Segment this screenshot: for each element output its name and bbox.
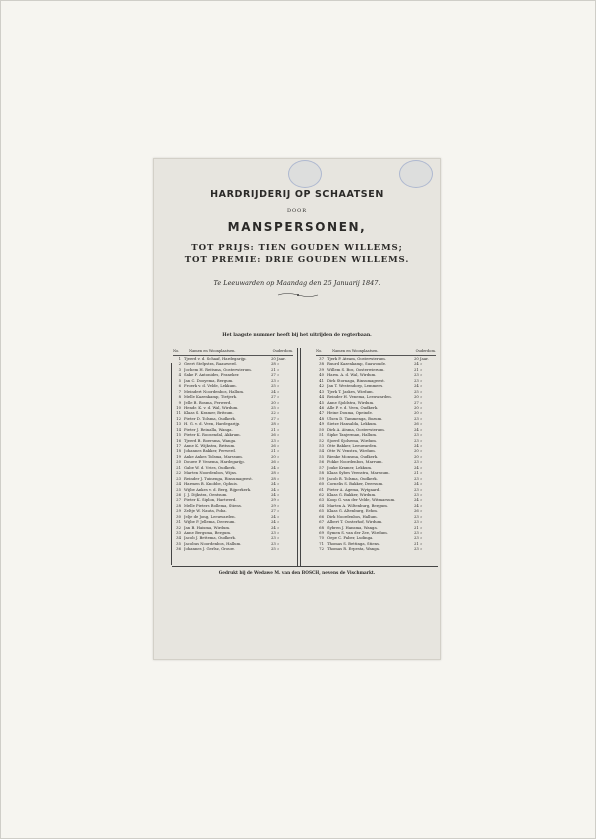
entrant-number: 36	[176, 546, 181, 552]
entrant-name: Johannes Bakker, Ferwerd.	[184, 448, 236, 454]
entrant-number: 2	[178, 361, 181, 367]
entrant-age: 23 »	[271, 530, 280, 535]
entrant-number: 21	[176, 464, 181, 470]
entrant-name: Cornelis S. Bakker, Deersum.	[327, 481, 384, 487]
entrant-age: 24 »	[271, 513, 280, 519]
entrant-name: Jochem H. Reitsma, Oosterwierum.	[184, 366, 252, 372]
entrant-age: 24 »	[271, 464, 280, 470]
entrant-column-right	[316, 348, 436, 552]
header-no: No.	[316, 349, 323, 353]
entrant-number: 5	[178, 377, 181, 383]
entrant-age: 27 »	[271, 372, 280, 378]
entrant-name: Meindert Noordenbos, Hallum.	[184, 388, 245, 394]
entrant-number: 71	[319, 540, 324, 546]
entrant-number: 42	[319, 383, 324, 389]
entrant-number: 7	[178, 388, 181, 394]
entrant-number: 25	[176, 486, 181, 492]
table-rule	[171, 363, 172, 565]
entrant-age: 20 »	[414, 410, 423, 416]
entrant-number: 56	[319, 459, 324, 465]
entrant-number: 35	[176, 540, 181, 546]
entrant-number: 23	[176, 475, 181, 481]
entrant-number: 39	[319, 366, 324, 372]
entrant-column-left	[173, 348, 293, 552]
entrant-age: 23 »	[414, 377, 423, 383]
entrant-age: 24 »	[414, 464, 423, 470]
entrant-number: 16	[176, 437, 181, 443]
entrant-number: 11	[176, 410, 181, 416]
entrant-number: 15	[176, 432, 181, 438]
entrant-name: Anne Sjoldstra, Wirdum.	[327, 399, 375, 405]
entrant-age: 23 »	[414, 535, 423, 541]
poster-prize: TOT PRIJS: TIEN GOUDEN WILLEMS;	[191, 243, 403, 253]
entrant-age: 28 »	[271, 470, 280, 476]
entrant-number: 24	[176, 481, 181, 487]
entrant-number: 30	[176, 513, 181, 519]
entrant-number: 40	[319, 372, 324, 378]
entrant-name: Gabe W. d. Vries, Oudkerk.	[184, 464, 236, 470]
entrant-number: 18	[176, 448, 181, 454]
entrant-age: 25 »	[414, 388, 423, 394]
entrant-age: 20 »	[271, 399, 280, 405]
entrant-age: 24 »	[414, 443, 423, 448]
entrant-age: 23 »	[271, 377, 280, 383]
entrant-number: 31	[176, 519, 181, 525]
entrant-number: 43	[319, 388, 324, 394]
header-names: Namen en Woonplaatsen.	[332, 349, 379, 353]
entrant-age: 24 »	[414, 383, 423, 389]
library-stamp	[288, 160, 322, 188]
entrant-name: Tjerk P. Ateam, Oosterwierum.	[327, 356, 386, 361]
entrant-name: Jacob J. Bettema, Oudkerk.	[184, 535, 236, 541]
entrant-number: 69	[319, 530, 324, 535]
entrant-number: 19	[176, 453, 181, 459]
entrant-age: 24 »	[414, 426, 423, 432]
entrant-number: 48	[319, 415, 324, 421]
entrant-name: Wijbe P. Jellema, Deersum.	[184, 519, 236, 525]
entrant-age: 28 »	[271, 361, 280, 367]
entrant-age: 24 »	[414, 481, 423, 487]
header-age: Ouderdom.	[415, 349, 436, 353]
entrant-number: 72	[319, 546, 324, 552]
entrant-age: 21 »	[414, 366, 423, 372]
entrant-number: 55	[319, 453, 324, 459]
entrant-age: 20 »	[414, 448, 423, 454]
entrant-name: Anne K. Wijkstra, Britsum.	[184, 443, 236, 448]
entrant-name: Sjoerd Sjolsema, Wirdum.	[327, 437, 378, 443]
entrant-age: 22 »	[271, 410, 280, 416]
entrant-name: Albert T. Oosterhof, Wirdum.	[327, 519, 383, 525]
entrant-number: 50	[319, 426, 324, 432]
header-no: No.	[173, 349, 180, 353]
entrant-age: 21 »	[271, 366, 280, 372]
entrant-name: Geert Stelpstra, Raauwerd.	[184, 361, 237, 367]
entrant-age: 23 »	[414, 459, 423, 465]
entrant-number: 49	[319, 421, 324, 427]
entrant-number: 46	[319, 404, 324, 410]
entrant-name: Jan C. Dooyema, Bergum.	[184, 377, 234, 383]
poster-premium: TOT PREMIE: DRIE GOUDEN WILLEMS.	[184, 255, 410, 265]
column-divider	[297, 348, 298, 566]
entrant-name: Froerk v. d. Velde, Lekkum.	[184, 383, 237, 389]
entrant-number: 54	[319, 448, 324, 454]
entrant-name: Dirk Noordenbos, Hallum.	[327, 513, 378, 519]
entrant-number: 26	[176, 491, 181, 497]
entrant-name: Wijbe Ankes v. d. Berg, Rijperkerk.	[184, 486, 252, 492]
entrant-number: 12	[176, 415, 181, 421]
poster-date: Te Leeuwarden op Maandag den 25 Januarij 1847.	[213, 279, 381, 287]
entrant-name: Sybren J. Hansma, Wanga.	[327, 524, 378, 530]
entrant-name: Zeltje W. Nauta, Poba.	[184, 508, 227, 514]
entrant-number: 13	[176, 421, 181, 427]
entrant-name: Rienke Monsma, Oudkerk.	[327, 453, 379, 459]
entrant-age: 24 »	[414, 497, 423, 503]
entrant-number: 62	[319, 491, 324, 497]
poster-title: HARDRIJDERIJ OP SCHAATSEN	[210, 189, 384, 200]
entrant-name: Alle P. v. d. Veen, Oudkerk.	[327, 404, 379, 410]
entrant-number: 37	[319, 356, 324, 361]
entrant-number: 14	[176, 426, 181, 432]
entrant-age: 25 »	[271, 383, 280, 389]
entrant-name: Klaas Sybes Veenstra, Marssum.	[327, 470, 390, 476]
column-divider	[300, 348, 301, 566]
entrant-age: 25 »	[271, 546, 280, 552]
entrant-age: 24 »	[414, 361, 423, 367]
entrant-number: 45	[319, 399, 324, 405]
entrant-number: 58	[319, 470, 324, 476]
entrant-age: 23 »	[271, 535, 280, 541]
entrant-number: 52	[319, 437, 324, 443]
entrant-name: Jan B. Haisma, Wirdum.	[184, 524, 231, 530]
entrant-row	[316, 546, 436, 551]
entrant-number: 68	[319, 524, 324, 530]
entrant-age: 26 »	[414, 508, 423, 514]
entrant-name: Marten Noordenbos, Wijns.	[184, 470, 238, 476]
column-header	[316, 348, 436, 356]
entrant-name: Klaas G. Altenburg, Eehm.	[327, 508, 379, 514]
poster-sheet	[153, 158, 441, 660]
entrant-age: 23 »	[414, 546, 423, 552]
entrant-name: Jouke Kramer, Lekkum.	[327, 464, 373, 470]
entrant-number: 4	[178, 372, 181, 378]
entrant-age: 26 »	[271, 459, 280, 465]
entrant-number: 32	[176, 524, 181, 530]
entrant-name: Dirk Stornaga, Rinsumageest.	[327, 377, 386, 383]
entrant-name: Marten A. Wiltenburg, Bergum.	[327, 502, 389, 508]
entrant-age: 23 »	[414, 415, 423, 421]
entrant-name: Otte Bakker, Leeuwarden.	[327, 443, 378, 448]
entrant-number: 28	[176, 502, 181, 508]
entrant-name: Reinder H. Venema, Leeuwarden.	[327, 394, 392, 400]
entrant-age: 26 »	[414, 421, 423, 427]
entrant-name: Tjerk T. Jaskes, Wirdum.	[327, 388, 374, 394]
entrant-age: 23 »	[414, 491, 423, 497]
entrant-number: 3	[178, 366, 181, 372]
entrant-age: 23 »	[414, 519, 423, 525]
entrant-age: 20 »	[414, 453, 423, 459]
entrant-number: 65	[319, 508, 324, 514]
entrant-name: Harmen B. Knobbe, Ophuis.	[184, 481, 238, 487]
entrant-age: 20 »	[414, 404, 423, 410]
entrant-age: 20 »	[271, 453, 280, 459]
entrant-name: Tjeerd v. d. Schaaf, Hardegarijp.	[184, 356, 247, 361]
entrant-number: 6	[178, 383, 181, 389]
entrant-age: 20 Jaar.	[414, 356, 429, 361]
entrant-number: 34	[176, 535, 181, 541]
entrant-number: 44	[319, 394, 324, 400]
entrant-number: 22	[176, 470, 181, 476]
entrant-age: 23 »	[414, 432, 423, 438]
entrant-age: 23 »	[414, 530, 423, 535]
entrant-name: Klaas G. Bakker, Wirdum.	[327, 491, 377, 497]
entrant-name: Dirk A. Atsma, Oosterwierum.	[327, 426, 385, 432]
entrant-name: Johannes J. Gerlsz, Grouw.	[184, 546, 235, 552]
entrant-age: 23 »	[414, 475, 423, 481]
entrant-name: Pieter D. Tolsma, Oudkerk.	[184, 415, 236, 421]
entrant-age: 23 »	[414, 437, 423, 443]
entrant-age: 27 »	[414, 399, 423, 405]
entrant-age: 21 »	[271, 448, 280, 454]
entrant-number: 64	[319, 502, 324, 508]
header-age: Ouderdom.	[272, 349, 293, 353]
entrant-row	[173, 546, 293, 551]
entrant-number: 8	[178, 394, 181, 400]
entrant-name: Harm. A. d. Wal, Wirdum.	[327, 372, 377, 378]
entrant-number: 60	[319, 481, 324, 487]
entrant-age: 24 »	[271, 524, 280, 530]
entrant-name: Heine Douma, Opeinde.	[327, 410, 374, 416]
entrant-number: 61	[319, 486, 324, 492]
entrant-age: 21 »	[271, 426, 280, 432]
entrant-number: 66	[319, 513, 324, 519]
library-stamp	[399, 160, 433, 188]
entrant-number: 1	[178, 356, 181, 361]
entrant-name: Anke Ankes Tolsma, Marssum.	[184, 453, 243, 459]
entrant-name: Jan T. Westendorp, Lemmers.	[327, 383, 384, 389]
entrant-number: 70	[319, 535, 324, 541]
entrant-age: 24 »	[271, 481, 280, 487]
entrant-name: Sietze Hansalda, Lekkum.	[327, 421, 378, 427]
entrant-number: 29	[176, 508, 181, 514]
entrant-name: Klaas S. Kramer, Britsum.	[184, 410, 234, 416]
entrant-number: 27	[176, 497, 181, 503]
entrant-name: Sipke Tanjerman, Hallum.	[327, 432, 378, 438]
entrant-name: Koop G. van der Velde, Witmarsum.	[327, 497, 396, 503]
entrant-name: Ruurd Kazenkamp, Suawoude.	[327, 361, 387, 367]
entrant-name: Jelje de Jong, Leeuwarden.	[184, 513, 236, 519]
table-bottom-rule	[172, 566, 438, 567]
entrant-number: 59	[319, 475, 324, 481]
entrant-number: 33	[176, 530, 181, 535]
entrant-name: Melle Pieters Bollema, Stiens.	[184, 502, 242, 508]
entrant-age: 27 »	[271, 508, 280, 514]
printer-line: Gedrukt bij de Wedawe M. van den BOSCH, nevens de Vischmarkt.	[218, 570, 376, 575]
entrant-name: Douwe P. Venema, Hardegarijp.	[184, 459, 245, 465]
entrant-age: 23 »	[414, 513, 423, 519]
entrant-name: Willem S. Bos, Oosterwierum.	[327, 366, 385, 372]
entrant-number: 51	[319, 432, 324, 438]
entrant-name: J. J. Dijkstra, Oentsum.	[184, 491, 228, 497]
entrant-age: 25 »	[271, 404, 280, 410]
entrant-age: 26 »	[271, 432, 280, 438]
entrant-name: Jelle B. Bosma, Ferwerd.	[184, 399, 232, 405]
entrant-name: Pieter A. Agema, Wytgaard.	[327, 486, 381, 492]
entrant-number: 38	[319, 361, 324, 367]
race-rule-note: Het laagste nummer heeft bij het uitrijden de regterbaan.	[222, 333, 372, 338]
entrant-name: Jacobus Noordenbos, Hallum.	[184, 540, 242, 546]
entrant-name: Melle Kazenkamp, Tietjerk.	[184, 394, 238, 400]
entrant-age: 29 »	[271, 497, 280, 503]
entrant-name: Pieter J. Reinalla, Wanga.	[184, 426, 233, 432]
entrant-number: 17	[176, 443, 181, 448]
entrant-age: 24 »	[414, 502, 423, 508]
entrant-age: 20 Jaar.	[271, 356, 286, 361]
entrant-age: 28 »	[271, 421, 280, 427]
entrant-name: Sake F. Antonides, Franeker.	[184, 372, 240, 378]
entrant-name: Pieter K. Siplon, Hartwerd.	[184, 497, 237, 503]
column-header	[173, 348, 293, 356]
entrant-number: 41	[319, 377, 324, 383]
entrant-name: Hendr. K. v. d. Wal, Wirdum.	[184, 404, 239, 410]
poster-door: DOOR	[287, 208, 307, 214]
entrant-age: 20 »	[414, 394, 423, 400]
entrant-age: 23 »	[414, 372, 423, 378]
entrant-age: 23 »	[414, 486, 423, 492]
entrant-age: 29 »	[271, 502, 280, 508]
entrant-number: 53	[319, 443, 324, 448]
entrant-age: 23 »	[271, 540, 280, 546]
entrant-age: 24 »	[271, 491, 280, 497]
entrant-name: Oepe C. Faber, Ludinga.	[327, 535, 374, 541]
entrant-number: 63	[319, 497, 324, 503]
entrant-name: Thomas R. Erpesta, Wanga.	[327, 546, 381, 552]
entrant-number: 57	[319, 464, 324, 470]
entrant-number: 9	[178, 399, 181, 405]
entrant-name: Symen S. van der Zee, Wirdum.	[327, 530, 388, 535]
entrant-age: 21 »	[414, 540, 423, 546]
entrant-name: Reinder J. Tuinenga, Rinsumageest.	[184, 475, 253, 481]
entrant-age: 27 »	[271, 394, 280, 400]
entrant-name: Tjeerd B. Boersma, Wanga.	[184, 437, 237, 443]
entrant-number: 20	[176, 459, 181, 465]
entrant-age: 24 »	[271, 486, 280, 492]
entrant-age: 26 »	[271, 443, 280, 448]
entrant-name: Anne Bergsma, Bergum.	[184, 530, 232, 535]
entrant-age: 21 »	[414, 470, 423, 476]
entrant-age: 28 »	[271, 475, 280, 481]
entrant-name: Otte W. Venstra, Wirdum.	[327, 448, 376, 454]
entrant-age: 24 »	[271, 388, 280, 394]
entrant-age: 24 »	[271, 519, 280, 525]
entrant-age: 21 »	[414, 524, 423, 530]
poster-subject: MANSPERSONEN,	[227, 220, 367, 234]
entrant-name: Ulsen D. Tammenga, Bozum.	[327, 415, 383, 421]
entrant-name: Jacob B. Tolsma, Oudkerk.	[327, 475, 378, 481]
entrant-name: Fokke Noordenbos, Marrum.	[327, 459, 383, 465]
entrant-age: 27 »	[271, 415, 280, 421]
ornament-divider	[276, 292, 320, 298]
entrant-name: Thomas S. Bettinga, Stiens.	[327, 540, 381, 546]
header-names: Namen en Woonplaatsen.	[189, 349, 236, 353]
entrant-number: 67	[319, 519, 324, 525]
entrant-number: 47	[319, 410, 324, 416]
entrant-number: 10	[176, 404, 181, 410]
entrant-name: H. G. v. d. Veen, Hardegarijp.	[184, 421, 241, 427]
entrant-name: Pieter K. Roosendal, Akkrum.	[184, 432, 241, 438]
entrant-age: 23 »	[271, 437, 280, 443]
